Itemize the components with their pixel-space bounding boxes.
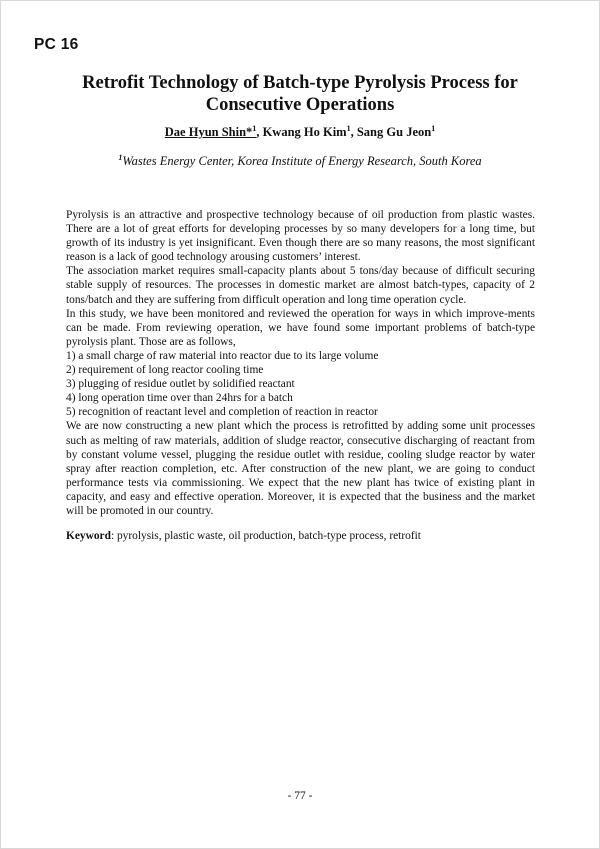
abstract-paragraph-2: The association market requires small-capacity plants about 5 tons/day because of difficult securing stable supply of resources. The processes in domestic market are almost batch-types, capacity of 2 tons/batch and they are suffering from difficult operation and long time operation cycle. xyxy=(66,265,535,306)
problem-list-item-5: 5) recognition of reactant level and completion of reaction in reactor xyxy=(66,406,378,419)
affiliation-mark: 1 xyxy=(118,152,123,162)
author-2-name: Kwang Ho Kim xyxy=(262,125,347,139)
problem-list-item-2: 2) requirement of long reactor cooling time xyxy=(66,364,264,377)
page-number: - 77 - xyxy=(287,790,313,802)
abstract-paragraph-3: In this study, we have been monitored and reviewed the operation for ways in which improve-ments can be made. From reviewing operation, we have found some important problems of batch-type pyrolysis plant. Those are as follows, xyxy=(66,307,535,348)
paper-title xyxy=(40,72,560,116)
problem-list-item-1: 1) a small charge of raw material into reactor due to its large volume xyxy=(66,349,379,362)
problem-list-item-3: 3) plugging of residue outlet by solidified reactant xyxy=(66,378,295,391)
problem-list-item-4: 4) long operation time over than 24hrs for a batch xyxy=(66,392,293,405)
paper-title-line-1: Retrofit Technology of Batch-type Pyrolysis Process for xyxy=(82,73,518,93)
session-code: PC 16 xyxy=(34,36,79,53)
author-2-affiliation-mark: 1 xyxy=(346,123,351,133)
keywords-label: Keyword xyxy=(66,530,111,542)
author-separator-2: , xyxy=(350,125,357,139)
author-list xyxy=(40,125,560,140)
affiliation-text: Wastes Energy Center, Korea Institute of Energy Research, South Korea xyxy=(122,154,482,168)
author-2 xyxy=(263,125,351,139)
paper-title-line-2: Consecutive Operations xyxy=(205,95,395,115)
keywords-text: : pyrolysis, plastic waste, oil production, batch-type process, retrofit xyxy=(110,530,421,542)
abstract-body xyxy=(66,208,535,518)
affiliation xyxy=(40,154,560,169)
keywords-line xyxy=(66,529,535,543)
author-separator-1: , xyxy=(256,125,263,139)
author-3-name: Sang Gu Jeon xyxy=(356,125,432,139)
author-1-affiliation-mark: 1 xyxy=(252,123,257,133)
abstract-paragraph-1: Pyrolysis is an attractive and prospective technology because of oil production from plastic wastes. There are a lot of great efforts for developing processes by so many developers for a long time, but growth of its industry is yet insignificant. Even though there are so many reasons, the most significant reason is a lack of good technology arousing customers’ interest. xyxy=(66,209,535,264)
author-1 xyxy=(165,125,257,139)
abstract-paragraph-4: We are now constructing a new plant which the process is retrofitted by adding some unit processes such as melting of raw materials, addition of sludge reactor, consecutive discharging of reactant from by constant volume vessel, plugging the residue outlet with residue, cooling sludge reactor by water spray after reaction completion, etc. After construction of the new plant, we are going to conduct performance tests via commissioning. We expect that the new plant has twice of existing plant in capacity, and easy and effective operation. Moreover, it is expected that the business and the market will be promoted in our country. xyxy=(66,420,535,517)
author-3-affiliation-mark: 1 xyxy=(431,123,436,133)
author-1-name: Dae Hyun Shin* xyxy=(164,125,253,139)
author-3 xyxy=(357,125,435,139)
